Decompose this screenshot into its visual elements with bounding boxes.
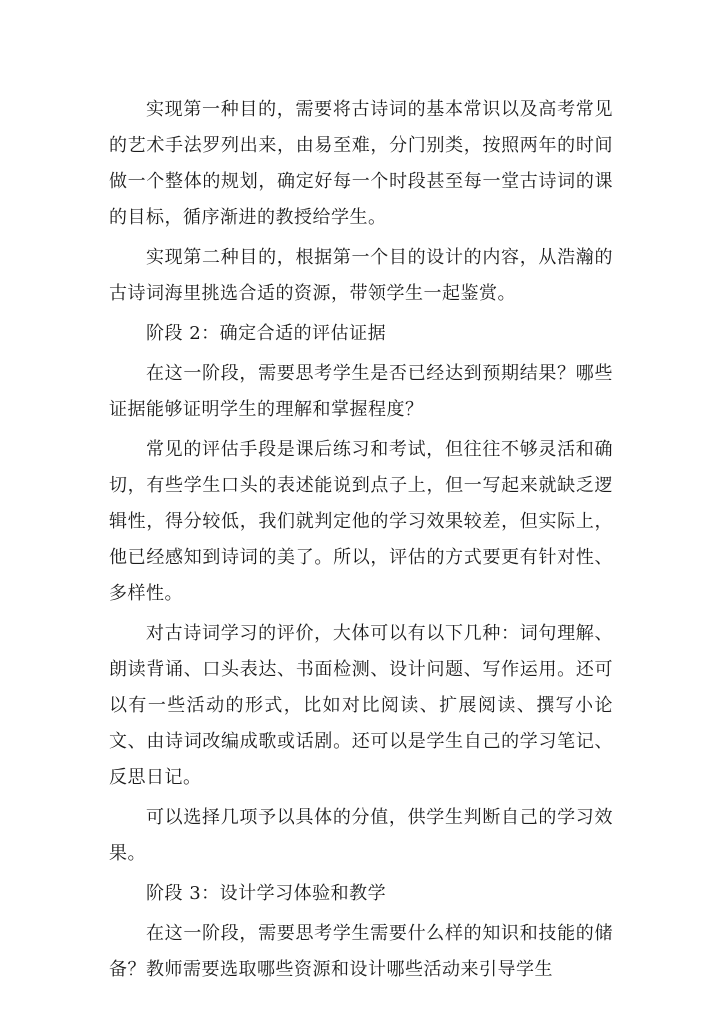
paragraph-goal-two: 实现第二种目的，根据第一个目的设计的内容，从浩瀚的古诗词海里挑选合适的资源，带领学生一起鉴赏。 bbox=[109, 247, 613, 304]
paragraph-stage-2-question: 在这一阶段，需要思考学生是否已经达到预期结果？哪些证据能够证明学生的理解和掌握程度？ bbox=[109, 363, 613, 420]
paragraph-common-assessment: 常见的评估手段是课后练习和考试，但往往不够灵活和确切，有些学生口头的表述能说到点子上，但一写起来就缺乏逻辑性，得分较低，我们就判定他的学习效果较差，但实际上，他已经感知到诗词的美了。所以，评估的方式要更有针对性、多样性。 bbox=[109, 439, 613, 604]
paragraph-scoring: 可以选择几项予以具体的分值，供学生判断自己的学习效果。 bbox=[109, 807, 613, 864]
stage-2-heading: 阶段 2：确定合适的评估证据 bbox=[146, 323, 387, 344]
stage-3-heading: 阶段 3：设计学习体验和教学 bbox=[146, 883, 387, 904]
paragraph-stage-3-question: 在这一阶段，需要思考学生需要什么样的知识和技能的储备？教师需要选取哪些资源和设计哪些活动来引导学生 bbox=[109, 923, 613, 980]
paragraph-goal-one: 实现第一种目的，需要将古诗词的基本常识以及高考常见的艺术手法罗列出来，由易至难，分门别类，按照两年的时间做一个整体的规划，确定好每一个时段甚至每一堂古诗词的课的目标，循序渐进的教授给学生。 bbox=[109, 99, 613, 228]
document-body bbox=[109, 92, 613, 992]
paragraph-evaluation-types: 对古诗词学习的评价，大体可以有以下几种：词句理解、朗读背诵、口头表达、书面检测、设计问题、写作运用。还可以有一些活动的形式，比如对比阅读、扩展阅读、撰写小论文、由诗词改编成歌或话剧。还可以是学生自己的学习笔记、反思日记。 bbox=[109, 623, 613, 788]
